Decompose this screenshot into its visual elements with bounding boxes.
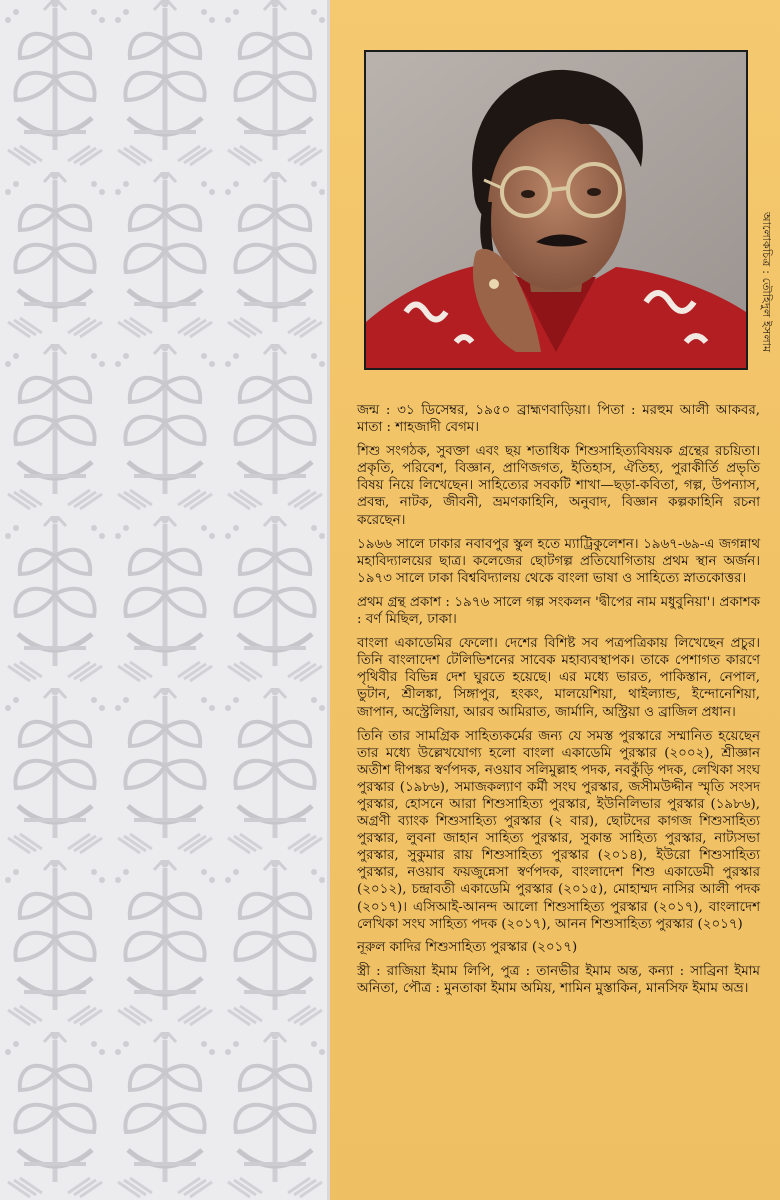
bio-family: স্ত্রী : রাজিয়া ইমাম লিপি, পুত্র : তানভীর ইমাম অন্ত, কন্যা : সাব্রিনা ইমাম অনিতা, পৌত্র : মুনতাকা ইমাম অমিয়, শামিন মুস্তাকিন, মানসিফ ইমাম অভ্র।: [357, 963, 760, 996]
bio-award-extra: নূরুল কাদির শিশুসাহিত্য পুরস্কার (২০১৭): [357, 939, 578, 955]
bio-first-book: প্রথম গ্রন্থ প্রকাশ : ১৯৭৬ সালে গল্প সংকলন 'দ্বীপের নাম মধুবুনিয়া'। প্রকাশক : বর্ণ মিছিল, ঢাকা।: [357, 594, 760, 628]
floral-pattern: [0, 0, 330, 1200]
portrait-image: [366, 52, 746, 368]
photo-credit: আলোকচিত্র : তৌহিদুল ইসলাম: [760, 212, 773, 353]
bio-career: বাংলা একাডেমির ফেলো। দেশের বিশিষ্ট সব পত্রপত্রিকায় লিখেছেন প্রচুর। তিনি বাংলাদেশ টেলিভিশনের সাবেক মহাব্যবস্থাপক। তাকে পেশাগত কারণে পৃথিবীর বিভিন্ন দেশ ঘুরতে হয়েছে। এর মধ্যে ভারত, পাকিস্তান, নেপাল, ভুটান, শ্রীলঙ্কা, সিঙ্গাপুর, হংকং, মালয়েশিয়া, থাইল্যান্ড, ইন্দোনেশিয়া, জাপান, অস্ট্রেলিয়া, আরব আমিরাত, জার্মানি, অস্ট্রিয়া ও ব্রাজিল প্রধান।: [357, 636, 760, 720]
decorative-pattern-panel: [0, 0, 330, 1200]
bio-awards: তিনি তার সামগ্রিক সাহিত্যকর্মের জন্য যে সমস্ত পুরস্কারে সম্মানিত হয়েছেন তার মধ্যে উল্লেখযোগ্য হলো বাংলা একাডেমি পুরস্কার (২০০২), শ্রীজ্ঞান অতীশ দীপঙ্কর স্বর্ণপদক, নওয়াব সলিমুল্লাহ পদক, নবকুঁড়ি পদক, লেখিকা সংঘ পুরস্কার (১৯৮৬), সমাজকল্যাণ কর্মী সংঘ পুরস্কার, জসীমউদ্দীন স্মৃতি সংসদ পুরস্কার, হোসনে আরা শিশুসাহিত্য পুরস্কার, ইউনিলিভার পুরস্কার (১৯৮৬), অগ্রণী ব্যাংক শিশুসাহিত্য পুরস্কার (২ বার), ছোটদের কাগজ শিশুসাহিত্য পুরস্কার, লুবনা জাহান সাহিত্য পুরস্কার, সুকান্ত সাহিত্য পুরস্কার, নাট্যসভা পুরস্কার, সুকুমার রায় শিশুসাহিত্য পুরস্কার (২০১৪), ইউরো শিশুসাহিত্য পুরস্কার, নওয়াব ফয়জুন্নেসা স্বর্ণপদক, বাংলাদেশ শিশু একাডেমী পুরস্কার (২০১২), চন্দ্রাবতী একাডেমি পুরস্কার (২০১৫), মোহাম্মদ নাসির আলী পদক (২০১৭)। এসিআই-আনন্দ আলো শিশুসাহিত্য পুরস্কার (২০১৭), বাংলাদেশ লেখিকা সংঘ সাহিত্য পদক (২০১৭), আনন শিশুসাহিত্য পুরস্কার (২০১৭): [357, 728, 760, 932]
bio-education: ১৯৬৬ সালে ঢাকার নবাবপুর স্কুল হতে ম্যাট্রিকুলেশন। ১৯৬৭-৬৯-এ জগন্নাথ মহাবিদ্যালয়ের ছাত্র। কলেজের ছোটগল্প প্রতিযোগিতায় প্রথম স্থান অর্জন। ১৯৭৩ সালে ঢাকা বিশ্ববিদ্যালয় থেকে বাংলা ভাষা ও সাহিত্যে স্নাতকোত্তর।: [357, 536, 760, 586]
bio-works: শিশু সংগঠক, সুবক্তা এবং ছয় শতাধিক শিশুসাহিত্যবিষয়ক গ্রন্থের রচয়িতা। প্রকৃতি, পরিবেশ, বিজ্ঞান, প্রাণিজগত, ইতিহাস, ঐতিহ্য, পুরাকীর্তি প্রভৃতি বিষয় নিয়ে লিখেছেন। সাহিত্যের সবকটি শাখা—ছড়া-কবিতা, গল্প, উপন্যাস, প্রবন্ধ, নাটক, জীবনী, ভ্রমণকাহিনি, অনুবাদ, বিজ্ঞান কল্পকাহিনি রচনা করেছেন।: [357, 444, 760, 528]
author-biography: [357, 402, 760, 1004]
author-photo: [364, 50, 748, 370]
bio-birth: জন্ম : ৩১ ডিসেম্বর, ১৯৫০ ব্রাহ্মণবাড়িয়া। পিতা : মরহুম আলী আকবর, মাতা : শাহজাদী বেগম।: [357, 403, 760, 436]
